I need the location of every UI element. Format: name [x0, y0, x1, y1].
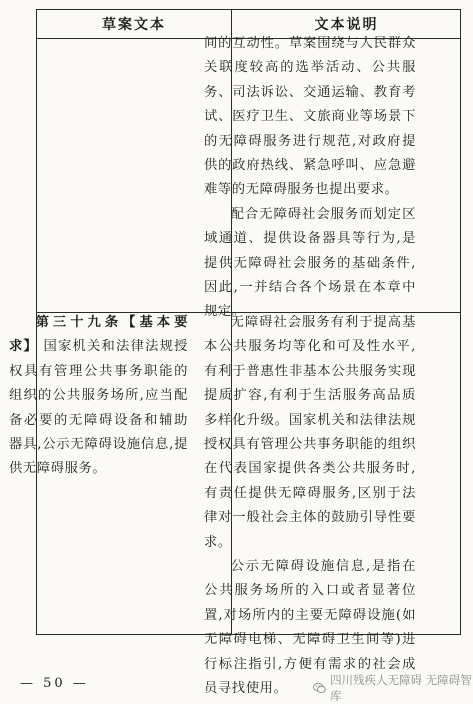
row2-draft-cell [9, 311, 188, 482]
header-draft-text: 草案文本 [102, 17, 166, 33]
page-number: — 50 — [20, 676, 89, 691]
row2-explanation-paragraph-2: 公示无障碍设施信息,是指在公共服务场所的入口或者显著位置,对场所内的主要无障碍设施(如无障碍电梯、无障碍卫生间等)进行标注指引,方便有需求的社会成员寻找使用。 [204, 559, 416, 697]
article-39-heading: 第三十九条【基本要求】 [9, 315, 188, 355]
article-39 [9, 311, 188, 482]
row1-explanation-paragraph-1: 间的互动性。草案围绕与人民群众关联度较高的选举活动、公共服务、司法诉讼、交通运输、教育考试、医疗卫生、文旅商业等场景下的无障碍服务进行规范,对政府提供的政府热线、紧急呼叫、应急避难等的无障碍服务也提出要求。 [204, 36, 416, 198]
row2-explanation-paragraph-1: 无障碍社会服务有利于提高基本公共服务均等化和可及性水平,有利于普惠性非基本公共服务实现提质扩容,有利于生活服务高品质多样化升级。国家机关和法律法规授权具有管理公共事务职能的组织在代表国家提供各类公共服务时,有责任提供无障碍服务,区别于法律对一般社会主体的鼓励引导性要求。 [204, 315, 416, 550]
header-text-explanation: 文本说明 [314, 17, 379, 33]
watermark-text: 四川残疾人无障碍 无障碍智库 [330, 673, 472, 703]
article-39-body: 国家机关和法律法规授权具有管理公共事务职能的组织的公共服务场所,应当配备必要的无障碍设备和辅助器具,公示无障碍设施信息,提供无障碍服务。 [9, 339, 189, 477]
watermark [313, 672, 473, 704]
row2-explanation-cell [204, 311, 416, 702]
row1-explanation-paragraph-2: 配合无障碍社会服务而划定区域通道、提供设备器具等行为,是提供无障碍社会服务的基础条件,因此,一并结合各个场景在本章中规定。 [204, 206, 416, 320]
row1-explanation-cell [204, 32, 416, 325]
wechat-icon [313, 682, 326, 694]
